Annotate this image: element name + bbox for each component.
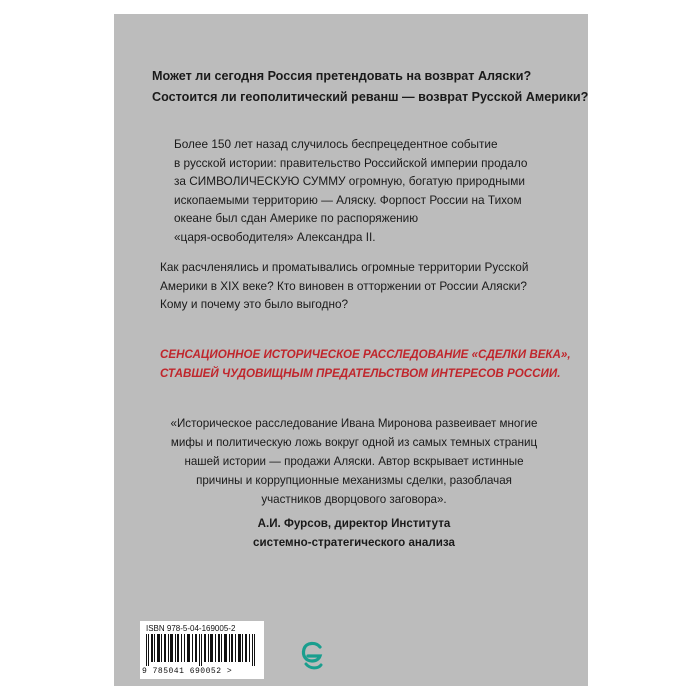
quote-line: «Историческое расследование Ивана Миронова развеивает многие bbox=[170, 417, 538, 430]
isbn-number: ISBN 978-5-04-169005-2 bbox=[146, 624, 236, 633]
paragraph-line: в русской истории: правительство Российской империи продало bbox=[174, 155, 528, 170]
highlight-text bbox=[160, 345, 590, 383]
paragraph-line: Америки в XIX веке? Кто виновен в отторжении от России Аляски? bbox=[160, 278, 527, 293]
review-quote bbox=[134, 414, 574, 509]
paragraph-line: «царя-освободителя» Александра II. bbox=[174, 229, 376, 244]
headline-line: Может ли сегодня Россия претендовать на возврат Аляски? bbox=[152, 69, 532, 83]
highlight-line: СТАВШЕЙ ЧУДОВИЩНЫМ ПРЕДАТЕЛЬСТВОМ ИНТЕРЕСОВ РОССИИ. bbox=[160, 367, 561, 380]
barcode-bars-icon bbox=[146, 634, 258, 666]
paragraph-line: Более 150 лет назад случилось беспрецедентное событие bbox=[174, 137, 498, 151]
paragraph-line: за СИМВОЛИЧЕСКУЮ СУММУ огромную, богатую природными bbox=[174, 174, 525, 188]
quote-line: нашей истории — продажи Аляски. Автор вскрывает истинные bbox=[184, 455, 524, 468]
author-line: системно-стратегического анализа bbox=[253, 536, 455, 549]
highlight-line: СЕНСАЦИОННОЕ ИСТОРИЧЕСКОЕ РАССЛЕДОВАНИЕ «СДЕЛКИ ВЕКА», bbox=[160, 348, 571, 361]
book-back-cover bbox=[114, 14, 588, 686]
headline-line: Состоится ли геополитический реванш — возврат Русской Америки? bbox=[152, 90, 589, 104]
paragraph-2 bbox=[160, 258, 580, 314]
eksmo-logo-icon bbox=[300, 639, 324, 673]
paragraph-1 bbox=[174, 135, 594, 246]
author-line: А.И. Фурсов, директор Института bbox=[257, 517, 451, 530]
quote-line: мифы и политическую ложь вокруг одной из самых темных страниц bbox=[170, 436, 538, 449]
paragraph-line: океане был сдан Америке по распоряжению bbox=[174, 211, 419, 225]
paragraph-line: ископаемыми территорию — Аляску. Форпост России на Тихом bbox=[174, 192, 522, 207]
quote-line: участников дворцового заговора». bbox=[261, 493, 447, 506]
paragraph-line: Кому и почему это было выгодно? bbox=[160, 297, 349, 311]
barcode-digits: 9 785041 690052 > bbox=[142, 667, 233, 676]
quote-line: причины и коррупционные механизмы сделки, разоблачая bbox=[196, 474, 512, 487]
quote-author bbox=[134, 514, 574, 552]
headline bbox=[152, 66, 589, 108]
isbn-barcode bbox=[140, 621, 264, 679]
paragraph-line: Как расчленялись и проматывались огромные территории Русской bbox=[160, 260, 529, 274]
